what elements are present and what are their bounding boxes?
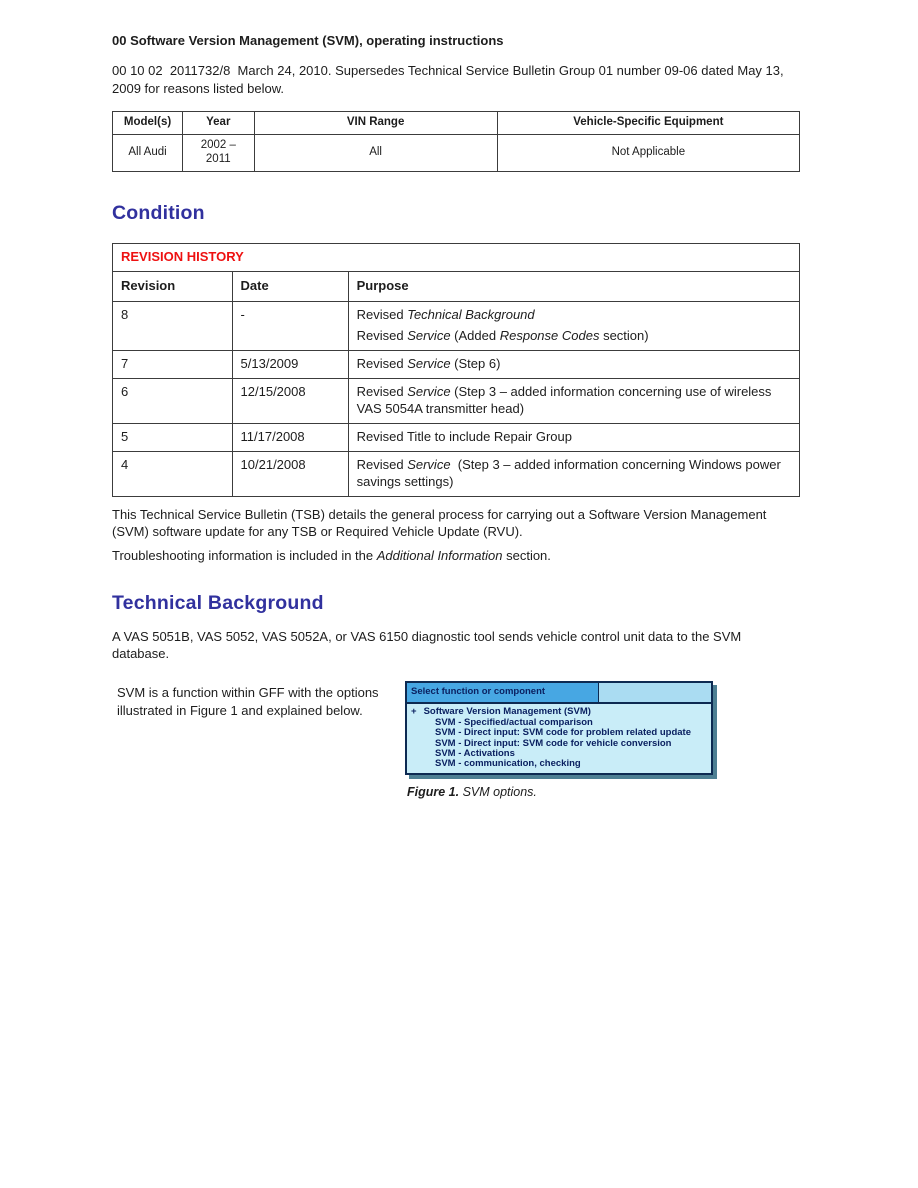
figure-header-label: Select function or component: [407, 683, 599, 702]
figure-tree-item: SVM - Direct input: SVM code for vehicle conversion: [435, 737, 672, 749]
cell-revision: 6: [113, 379, 233, 424]
column-header-models: Model(s): [113, 112, 183, 135]
section-heading-technical-background: Technical Background: [112, 592, 324, 615]
figure-tree-root-label: Software Version Management (SVM): [423, 706, 591, 718]
cell-revision: 8: [113, 301, 233, 351]
revision-history-title: REVISION HISTORY: [113, 243, 800, 271]
figure-header-spacer: [599, 683, 711, 702]
column-header-date: Date: [232, 271, 348, 301]
figure-options-list: [407, 704, 711, 772]
cell-revision: 5: [113, 423, 233, 451]
cell-purpose: Revised Service (Step 3 – added information concerning Windows power savings settings): [348, 451, 799, 496]
figure-tree-item: SVM - Activations: [435, 748, 515, 760]
figure-tree-item: SVM - communication, checking: [435, 758, 581, 770]
cell-date: 5/13/2009: [232, 351, 348, 379]
table-row: [113, 301, 800, 351]
figure-lead-text: SVM is a function within GFF with the options illustrated in Figure 1 and explained below.: [117, 685, 379, 718]
section-heading-condition: Condition: [112, 201, 205, 224]
figure-header-bar: [407, 683, 711, 704]
cell-purpose: Revised Technical Background Revised Service (Added Response Codes section): [348, 301, 799, 351]
cell-revision: 4: [113, 451, 233, 496]
cell-year: 2002 – 2011: [183, 135, 254, 172]
figure-tree-item: SVM - Direct input: SVM code for problem related update: [435, 727, 691, 739]
doc-title: 00 Software Version Management (SVM), operating instructions: [112, 33, 504, 48]
column-header-purpose: Purpose: [348, 271, 799, 301]
column-header-equipment: Vehicle-Specific Equipment: [497, 112, 799, 135]
cell-equipment: Not Applicable: [497, 135, 799, 172]
expand-plus-icon: +: [411, 706, 417, 718]
figure-1-column: [405, 681, 717, 798]
revision-header-row: [113, 271, 800, 301]
cell-purpose: Revised Title to include Repair Group: [348, 423, 799, 451]
cell-date: 10/21/2008: [232, 451, 348, 496]
figure-caption: Figure 1. SVM options.: [407, 784, 537, 799]
figure-tree-item: SVM - Specified/actual comparison: [435, 716, 593, 728]
cell-date: 11/17/2008: [232, 423, 348, 451]
cell-revision: 7: [113, 351, 233, 379]
cell-date: -: [232, 301, 348, 351]
cell-vin-range: All: [254, 135, 497, 172]
revision-history-title-row: [113, 243, 800, 271]
cell-purpose: Revised Service (Step 3 – added information concerning use of wireless VAS 5054A transmitter head): [348, 379, 799, 424]
vehicle-info-table: [112, 111, 800, 171]
vehicle-info-header-row: [113, 112, 800, 135]
cell-date: 12/15/2008: [232, 379, 348, 424]
table-row: [113, 135, 800, 172]
revision-history-table: [112, 243, 800, 497]
column-header-year: Year: [183, 112, 254, 135]
column-header-revision: Revision: [113, 271, 233, 301]
paragraph-troubleshooting: Troubleshooting information is included in the Additional Information section.: [112, 547, 551, 563]
table-row: [113, 351, 800, 379]
figure-1-block: [112, 681, 800, 798]
table-row: [113, 423, 800, 451]
figure-1-svm-options-screenshot: [405, 681, 713, 774]
paragraph-tsb-details: This Technical Service Bulletin (TSB) details the general process for carrying out a Software Version Management (SVM) software update for any TSB or Required Vehicle Update (RVU).: [112, 506, 767, 539]
cell-models: All Audi: [113, 135, 183, 172]
table-row: [113, 451, 800, 496]
paragraph-vas-tools: A VAS 5051B, VAS 5052, VAS 5052A, or VAS 6150 diagnostic tool sends vehicle control unit data to the SVM database.: [112, 629, 742, 662]
table-row: [113, 379, 800, 424]
column-header-vin-range: VIN Range: [254, 112, 497, 135]
doc-intro-paragraph: 00 10 02 2011732/8 March 24, 2010. Supersedes Technical Service Bulletin Group 01 number 09-06 dated May 13, 2009 for reasons listed below.: [112, 63, 788, 96]
cell-purpose: Revised Service (Step 6): [348, 351, 799, 379]
